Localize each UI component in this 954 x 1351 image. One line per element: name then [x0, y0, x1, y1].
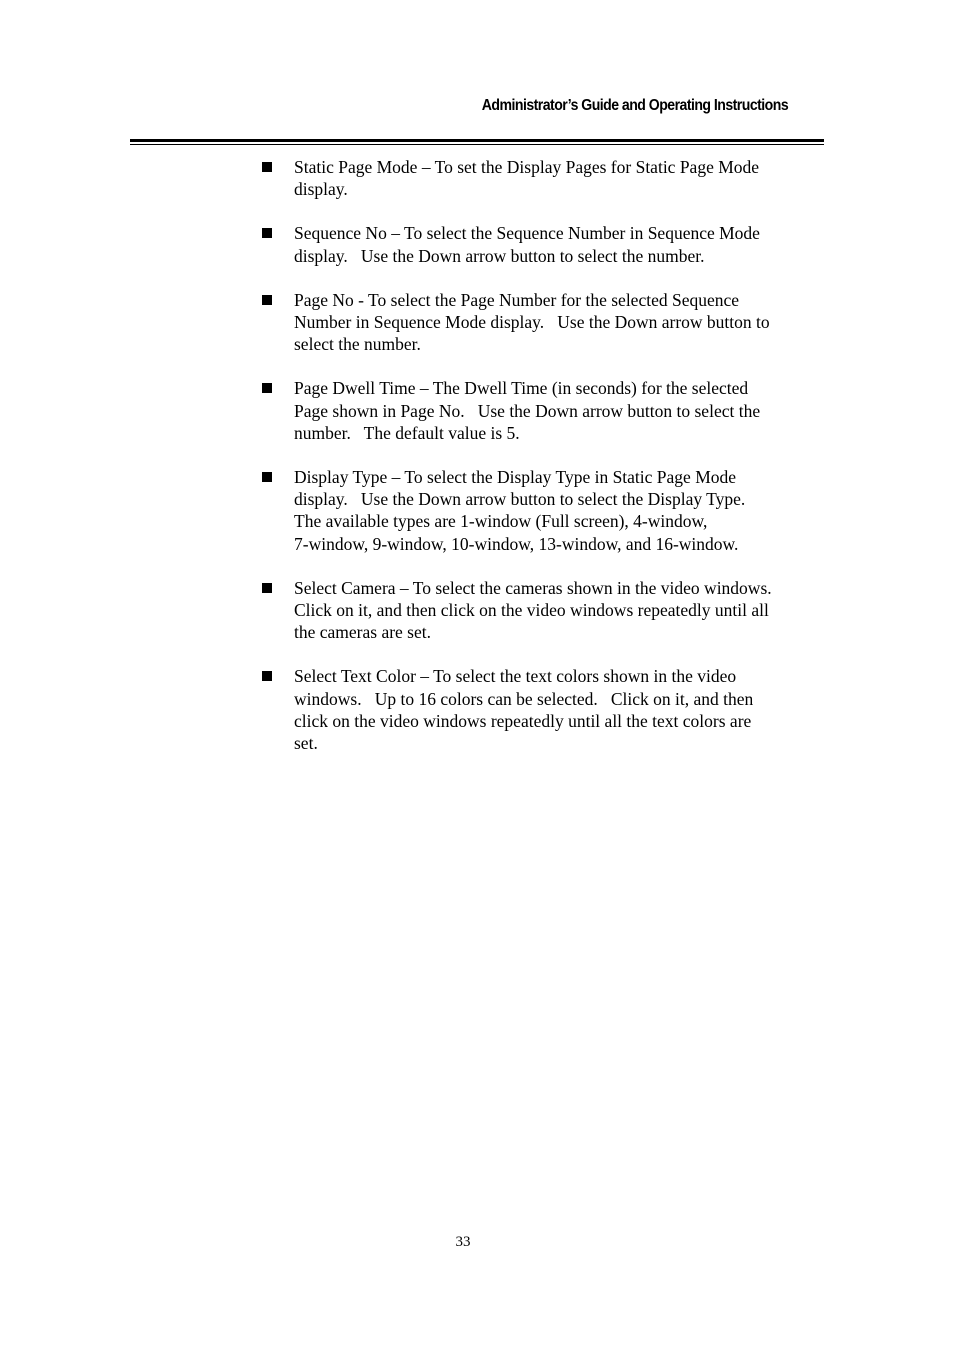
square-bullet-icon — [262, 383, 272, 393]
list-item-text: Page No - To select the Page Number for the selected Sequence Number in Sequence Mode display. Use the Down arrow button to select the number. — [294, 289, 770, 355]
list-item — [260, 377, 830, 444]
square-bullet-icon — [262, 162, 272, 172]
list-item-text: Select Text Color – To select the text colors shown in the video windows. Up to 16 colors can be selected. Click on it, and then click on the video windows repeatedly until all the text colors are set. — [294, 666, 754, 754]
list-item-text: Page Dwell Time – The Dwell Time (in seconds) for the selected Page shown in Page No. Use the Down arrow button to select the number. The default value is 5. — [294, 378, 761, 443]
list-item — [260, 289, 830, 356]
list-item — [260, 466, 830, 555]
square-bullet-icon — [262, 671, 272, 681]
page-number: 33 — [455, 1234, 471, 1250]
list-item — [260, 222, 830, 266]
list-item — [260, 665, 830, 754]
list-item-text: Static Page Mode – To set the Display Pages for Static Page Mode display. — [294, 157, 760, 200]
square-bullet-icon — [262, 472, 272, 482]
header-rule-thin — [130, 144, 824, 145]
list-item — [260, 156, 830, 200]
square-bullet-icon — [262, 228, 272, 238]
list-item-text: Select Camera – To select the cameras shown in the video windows. Click on it, and then click on the video windows repeatedly until all the cameras are set. — [294, 577, 772, 643]
square-bullet-icon — [262, 583, 272, 593]
bullet-list — [260, 156, 830, 776]
list-item-text: Sequence No – To select the Sequence Number in Sequence Mode display. Use the Down arrow button to select the number. — [294, 223, 760, 266]
square-bullet-icon — [262, 295, 272, 305]
header-rule-thick — [130, 139, 824, 142]
list-item — [260, 577, 830, 644]
running-header: Administrator’s Guide and Operating Instructions — [481, 97, 788, 114]
list-item-text: Display Type – To select the Display Type in Static Page Mode display. Use the Down arrow button to select the Display Type. The available types are 1-window (Full screen), 4-window, 7-window, 9-window, 10-window, 13-window, and 16-window. — [294, 467, 746, 554]
